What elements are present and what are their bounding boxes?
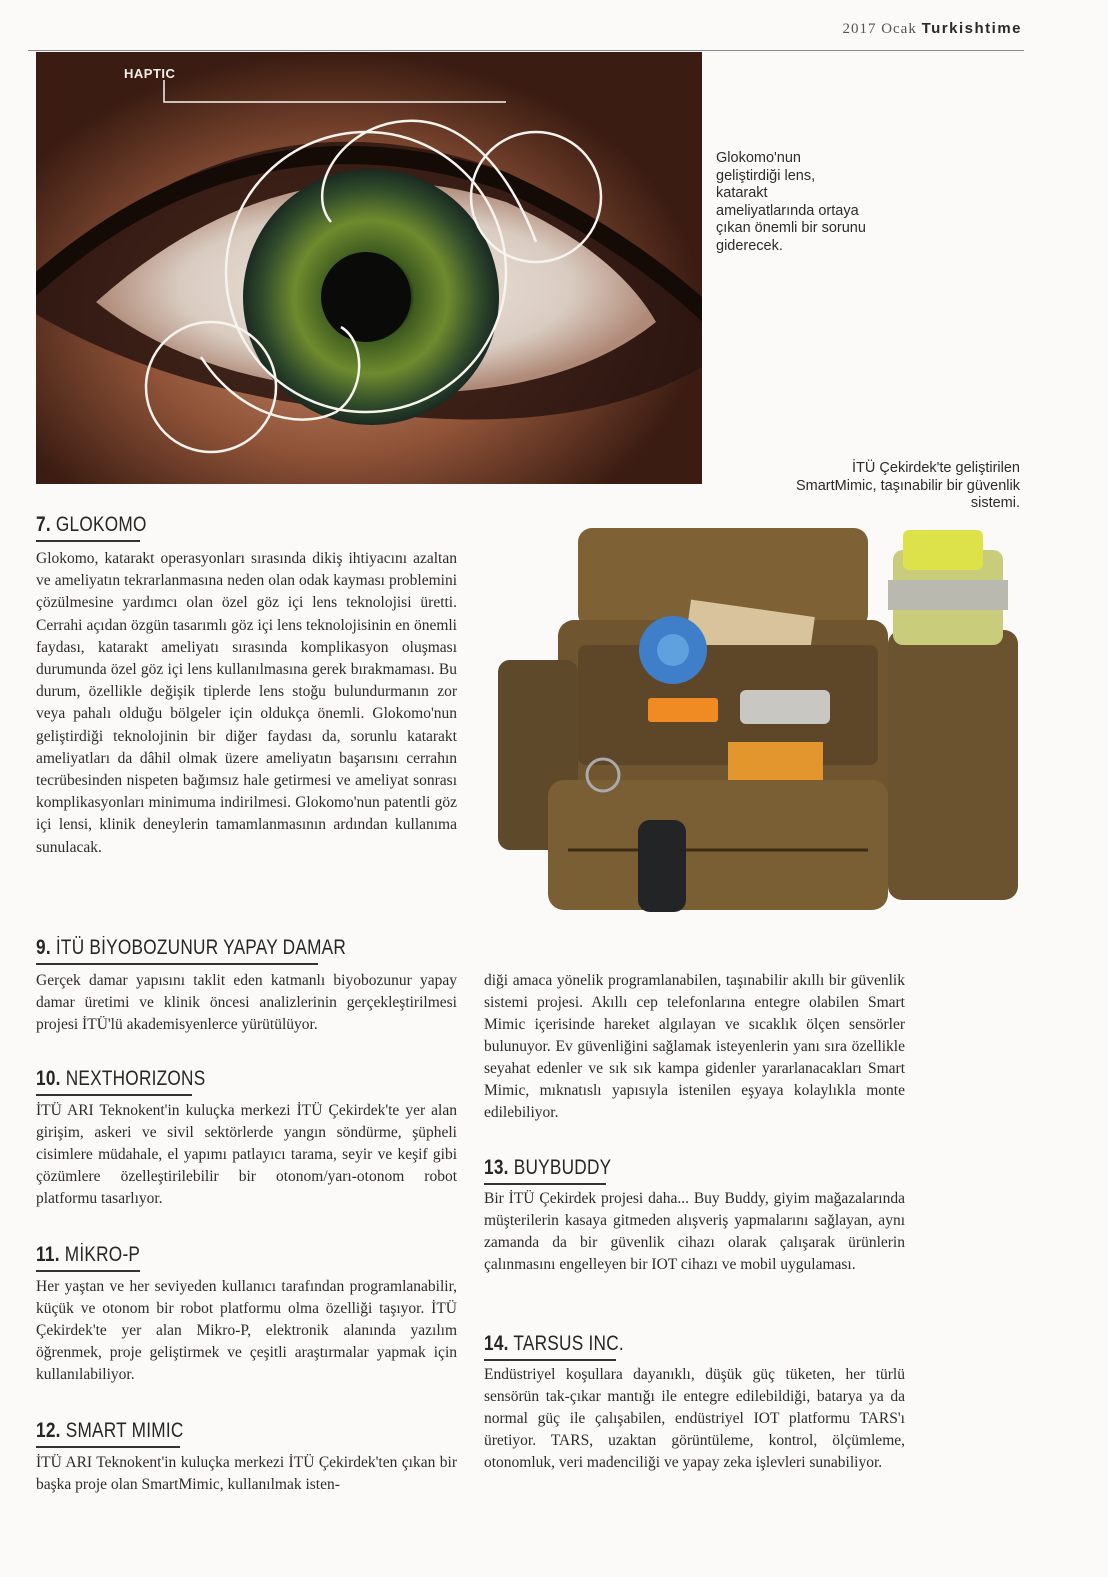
section-12-body: İTÜ ARI Teknokent'in kuluçka merkezi İTÜ Çekirdek'ten çıkan bir başka proje olan SmartMimic, kullanılmak isten-: [36, 1454, 457, 1493]
section-title: İTÜ BİYOBOZUNUR YAPAY DAMAR: [55, 936, 347, 959]
section-title: TARSUS INC.: [513, 1332, 624, 1355]
section-title: GLOKOMO: [55, 513, 147, 536]
section-number: 11.: [36, 1243, 60, 1266]
section-13-heading: [484, 1155, 611, 1181]
heading-underline: [36, 540, 140, 542]
section-7-heading: [36, 512, 147, 538]
section-number: 14.: [484, 1332, 509, 1355]
section-7-body: Glokomo, katarakt operasyonları sırasında dikiş ihtiyacını azaltan ve ameliyatın tekrarlanmasına neden olan odak kayması problemini çözülmesine yardımcı olan özel göz içi lens teknolojisi üretti. Cerrahi açıdan özgün tasarımlı göz içi lens teknolojisinin en önemli faydası, katarakt ameliyatı sırasında komplikasyon oluşması durumunda özel göz içi lens kullanılmasına gerek bırakmaması. Bu durum, özellikle değişik tiplerde lens stoğu bulundurmanın zor veya pahalı olduğu bölgeler için oldukça önemli. Glokomo'nun geliştirdiği teknolojinin bir diğer faydası da, sorunlu katarakt ameliyatları da dâhil olmak üzere ameliyatın başarısını cerrahın tecrübesinden nispeten bağımsız hale getirmesi ve ameliyat sonrası komplikasyonları minimuma indirilmesi. Glokomo'nun patentli göz içi lensi, klinik deneylerin tamamlanmasının ardından kullanıma sunulacak.: [36, 550, 457, 856]
section-14-body: Endüstriyel koşullara dayanıklı, düşük güç tüketen, her türlü sensörün tak-çıkar mantığı ile entegre edilebildiği, batarya ya da normal güç ile çalışabilen, endüstriyel IOT platformu TARS'ı üretiyor. TARS, uzaktan görüntüleme, kontrol, ölçümleme, otonomluk, veri madenciliği ve yapay zeka işlevleri sunabiliyor.: [484, 1366, 905, 1471]
heading-underline: [484, 1183, 606, 1185]
issue-date: 2017 Ocak: [842, 21, 917, 37]
section-title: BUYBUDDY: [513, 1156, 612, 1179]
heading-underline: [36, 1094, 192, 1096]
section-title: MİKRO-P: [64, 1243, 141, 1266]
eye-illustration: [36, 52, 702, 484]
section-9-body: Gerçek damar yapısını taklit eden katmanlı biyobozunur yapay damar üretimi ve klinik öncesi analizlerinin gerçekleştirilmesi projesi İTÜ'lü akademisyenlerce yürütülüyor.: [36, 972, 457, 1033]
smartmimic-bag-photo: [488, 520, 1048, 930]
haptic-label: HAPTIC: [124, 66, 176, 81]
section-title: NEXTHORIZONS: [65, 1067, 206, 1090]
running-header: [842, 20, 1022, 38]
section-10-heading: [36, 1066, 205, 1092]
section-title: SMART MIMIC: [65, 1419, 184, 1442]
heading-underline: [36, 1270, 140, 1272]
eye-photo-caption: Glokomo'nun geliştirdiği lens, katarakt ameliyatlarında ortaya çıkan önemli bir sorunu giderecek.: [716, 150, 866, 254]
section-number: 12.: [36, 1419, 61, 1442]
magazine-name: Turkishtime: [921, 20, 1022, 37]
section-11-heading: [36, 1242, 140, 1268]
section-13-body: Bir İTÜ Çekirdek projesi daha... Buy Buddy, giyim mağazalarında müşterilerin kasaya gitmeden alışveriş yapmalarını sağlayan, aynı zamanda da bir güvenlik cihazı olarak çalışarak ürünlerin çalınmasını engelleyen bir IOT cihazı ve mobil uygulaması.: [484, 1190, 905, 1273]
section-12-continued-body: diği amaca yönelik programlanabilen, taşınabilir akıllı bir güvenlik sistemi projesi. Akıllı cep telefonlarına entegre olabilen Smart Mimic içerisinde hareket algılayan ve sıcaklık ölçen sensörler bulunuyor. Ev güvenliğini sağlamak isteyenlerin yanı sıra özellikle seyahat edenler ve sık sık kampa gidenler yararlanacakları Smart Mimic, mıknatıslı yapısıyla istenilen eşyaya kolaylıkla monte edilebiliyor.: [484, 972, 905, 1121]
section-11-body: Her yaştan ve her seviyeden kullanıcı tarafından programlanabilir, küçük ve otonom bir robot platformu olma özelliği taşıyor. İTÜ Çekirdek'te yer alan Mikro-P, elektronik alanında yazılım öğrenmek, proje geliştirmek ve çeşitli araştırmalar yapmak için kullanılabiliyor.: [36, 1278, 457, 1383]
section-14-heading: [484, 1331, 624, 1357]
header-rule: [28, 50, 1024, 51]
section-10-body: İTÜ ARI Teknokent'in kuluçka merkezi İTÜ Çekirdek'te yer alan girişim, askeri ve sivil sektörlerde yangın söndürme, şüpheli cisimlere müdahale, el yapımı patlayıcı tarama, seyir ve keşif gibi çözümlere özelleştirilebilir bir otonom/yarı-otonom robot platformu tasarlıyor.: [36, 1102, 457, 1207]
section-12-heading: [36, 1418, 184, 1444]
section-9-heading: [36, 935, 346, 961]
eye-lens-photo: [36, 52, 702, 484]
heading-underline: [36, 963, 318, 965]
section-number: 9.: [36, 936, 51, 959]
section-number: 13.: [484, 1156, 509, 1179]
heading-underline: [484, 1359, 616, 1361]
heading-underline: [36, 1446, 180, 1448]
section-number: 7.: [36, 513, 51, 536]
section-number: 10.: [36, 1067, 61, 1090]
bag-photo-caption: İTÜ Çekirdek'te geliştirilen SmartMimic, taşınabilir bir güvenlik sistemi.: [795, 460, 1020, 511]
